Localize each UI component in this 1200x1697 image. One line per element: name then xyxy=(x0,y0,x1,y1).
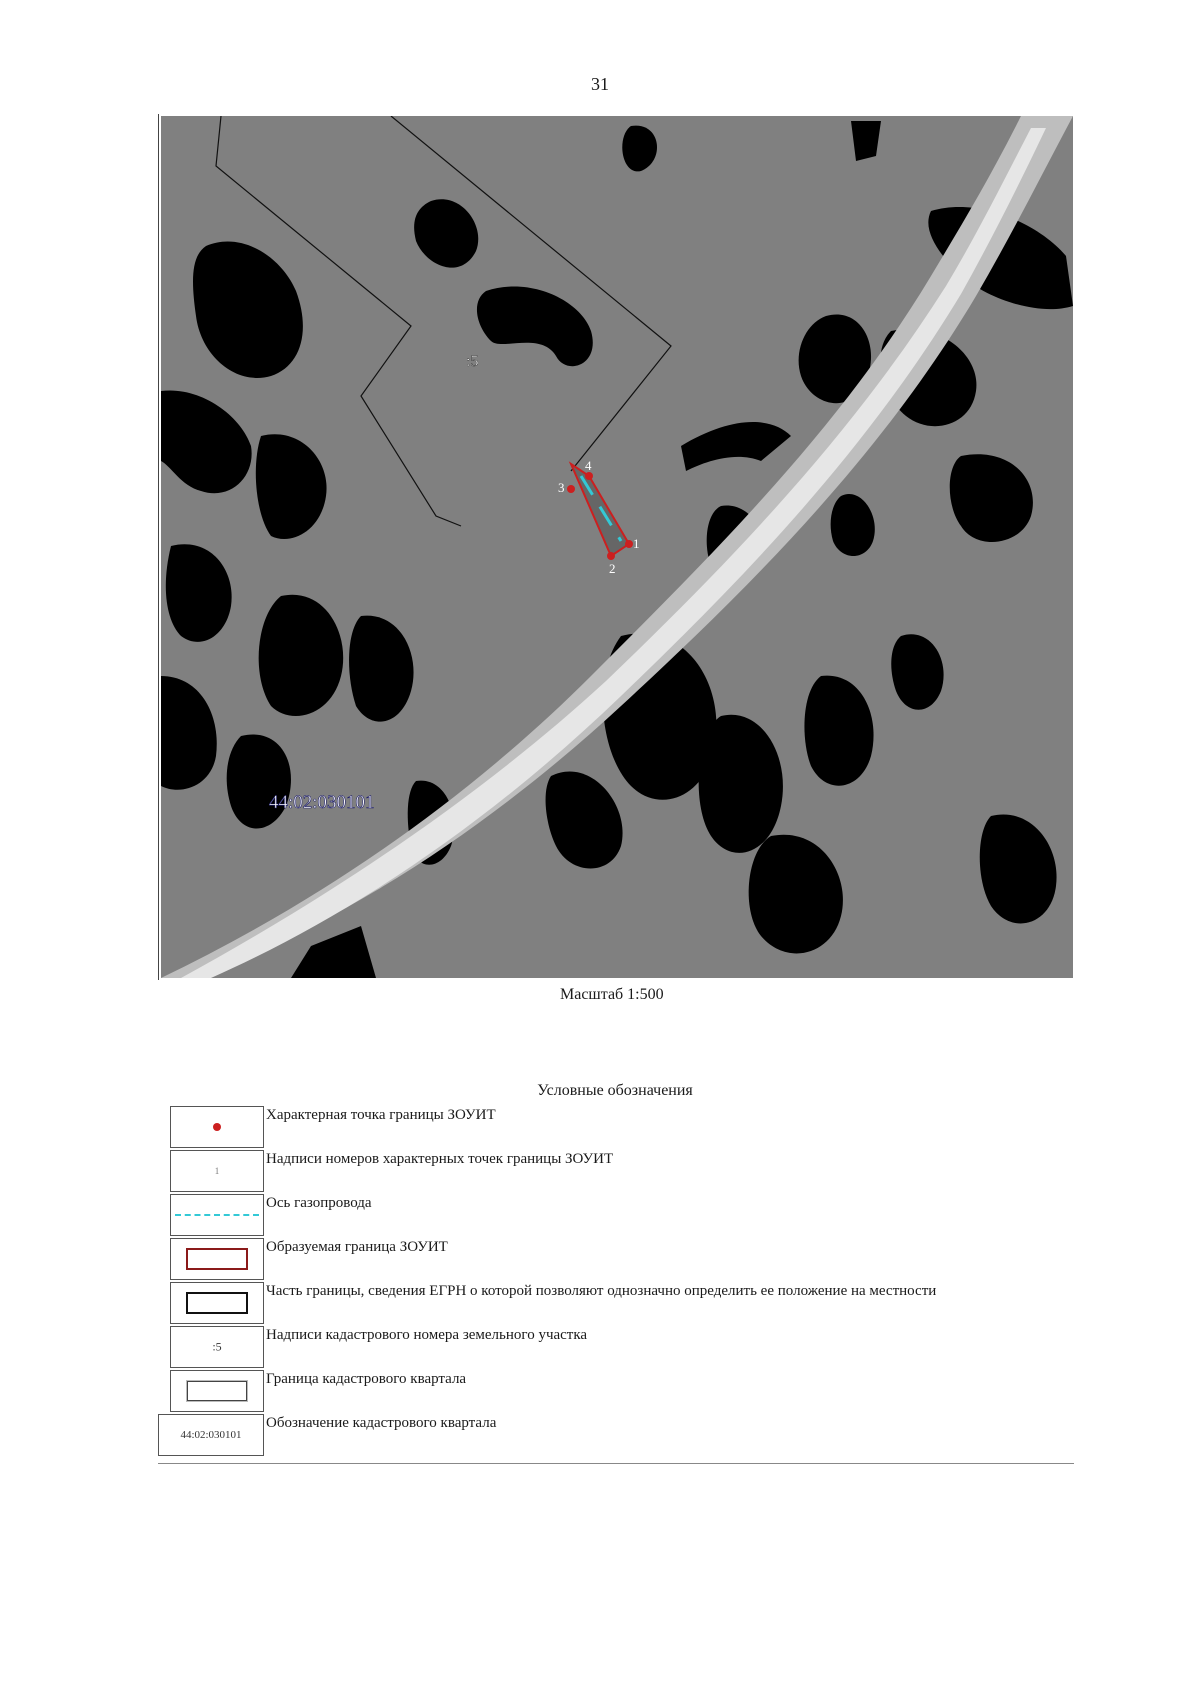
quarter-number-label: 44:02:030101 xyxy=(269,792,375,813)
page-number: 31 xyxy=(591,74,609,94)
legend-text: Обозначение кадастрового квартала xyxy=(266,1415,497,1431)
legend-text: Надписи номеров характерных точек границы ЗОУИТ xyxy=(266,1151,614,1167)
legend-symbol-box xyxy=(170,1238,264,1280)
parcel-number-symbol: :5 xyxy=(212,1339,222,1354)
boundary-point-4 xyxy=(585,472,593,480)
legend-text: Характерная точка границы ЗОУИТ xyxy=(266,1107,496,1123)
red-rectangle-icon xyxy=(186,1248,248,1270)
quarter-number-symbol: 44:02:030101 xyxy=(180,1429,242,1441)
legend-symbol-box xyxy=(158,1414,264,1456)
cyan-dash-icon xyxy=(175,1214,259,1216)
point-label-3: 3 xyxy=(558,480,565,495)
legend-symbol-box xyxy=(170,1326,264,1368)
legend-text: Надписи кадастрового номера земельного участка xyxy=(266,1327,588,1343)
legend-text: Образуемая граница ЗОУИТ xyxy=(266,1239,448,1255)
legend-symbol-box xyxy=(170,1282,264,1324)
legend-title: Условные обозначения xyxy=(537,1082,693,1099)
boundary-point-3 xyxy=(567,485,575,493)
legend-text: Граница кадастрового квартала xyxy=(266,1371,467,1387)
legend-bottom-rule xyxy=(158,1463,1074,1464)
boundary-point-2 xyxy=(607,552,615,560)
map-canvas xyxy=(161,116,1073,978)
legend-symbol-box xyxy=(170,1150,264,1192)
point-number-symbol: 1 xyxy=(214,1166,220,1176)
gray-rectangle-icon xyxy=(187,1381,247,1401)
parcel-number-label: :5 xyxy=(466,353,479,370)
point-label-4: 4 xyxy=(585,458,592,473)
legend-symbol-box xyxy=(170,1194,264,1236)
legend-symbol-box xyxy=(170,1370,264,1412)
boundary-point-1 xyxy=(625,540,633,548)
point-label-1: 1 xyxy=(633,536,640,551)
legend-symbol-box xyxy=(170,1106,264,1148)
point-label-2: 2 xyxy=(609,561,616,576)
scale-label: Масштаб 1:500 xyxy=(560,986,664,1003)
black-rectangle-icon xyxy=(186,1292,248,1314)
red-dot-icon xyxy=(213,1123,221,1131)
legend-text: Ось газопровода xyxy=(266,1195,372,1211)
legend-text: Часть границы, сведения ЕГРН о которой позволяют однозначно определить ее положение на местности xyxy=(266,1283,937,1299)
cadastral-map xyxy=(158,114,1074,980)
